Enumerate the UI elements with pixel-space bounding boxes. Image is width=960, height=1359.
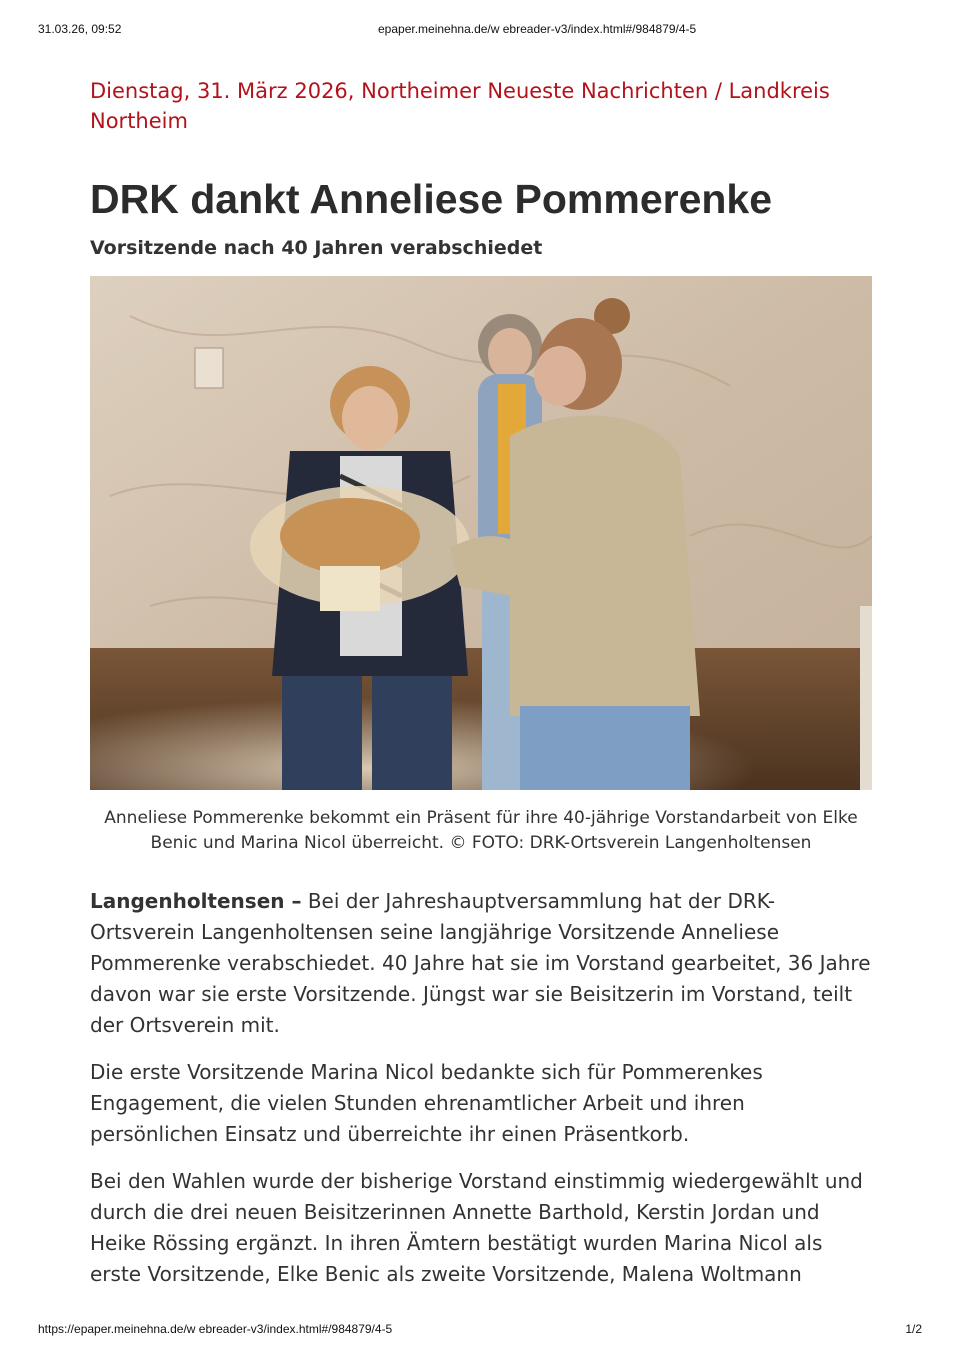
article-body xyxy=(90,886,872,1306)
article-subheadline: Vorsitzende nach 40 Jahren verabschiedet xyxy=(90,237,543,259)
print-datetime: 31.03.26, 09:52 xyxy=(38,22,122,36)
photo-caption: Anneliese Pommerenke bekommt ein Präsent für ihre 40-jährige Vorstandarbeit von Elke Benic und Marina Nicol überreicht. © FOTO: DRK-Ortsverein Langenholtensen xyxy=(104,808,858,853)
footer-url: https://epaper.meinehna.de/w ebreader-v3/index.html#/984879/4-5 xyxy=(38,1322,393,1336)
body-paragraph: Die erste Vorsitzende Marina Nicol bedankte sich für Pommerenkes Engagement, die vielen Stunden ehrenamtlicher Arbeit und ihren persönlichen Einsatz und überreichte ihr einen Präsentkorb. xyxy=(90,1060,763,1146)
article-headline: DRK dankt Anneliese Pommerenke xyxy=(90,176,773,222)
body-paragraph: Bei den Wahlen wurde der bisherige Vorstand einstimmig wiedergewählt und durch die drei neuen Beisitzerinnen Annette Barthold, Kerstin Jordan und Heike Rössing ergänzt. In ihren Ämtern bestätigt wurden Marina Nicol als erste Vorsitzende, Elke Benic als zweite Vorsitzende, Malena Woltmann xyxy=(90,1169,863,1286)
photo-illustration xyxy=(90,276,872,790)
body-paragraph xyxy=(90,886,872,1041)
paragraph-lead: Langenholtensen – xyxy=(90,889,302,913)
article-photo xyxy=(90,276,872,790)
article-dateline: Dienstag, 31. März 2026, Northeimer Neueste Nachrichten / Landkreis Northeim xyxy=(90,79,830,133)
page-number: 1/2 xyxy=(905,1322,922,1336)
print-url: epaper.meinehna.de/w ebreader-v3/index.html#/984879/4-5 xyxy=(378,22,697,36)
paragraph-text: Bei der Jahreshauptversammlung hat der DRK-Ortsverein Langenholtensen seine langjährige Vorsitzende Anneliese Pommerenke verabschiedet. 40 Jahre hat sie im Vorstand gearbeitet, 36 Jahre davon war sie erste Vorsitzende. Jüngst war sie Beisitzerin im Vorstand, teilt der Ortsverein mit. xyxy=(90,889,871,1037)
print-footer xyxy=(0,1322,960,1338)
print-header xyxy=(0,22,960,38)
